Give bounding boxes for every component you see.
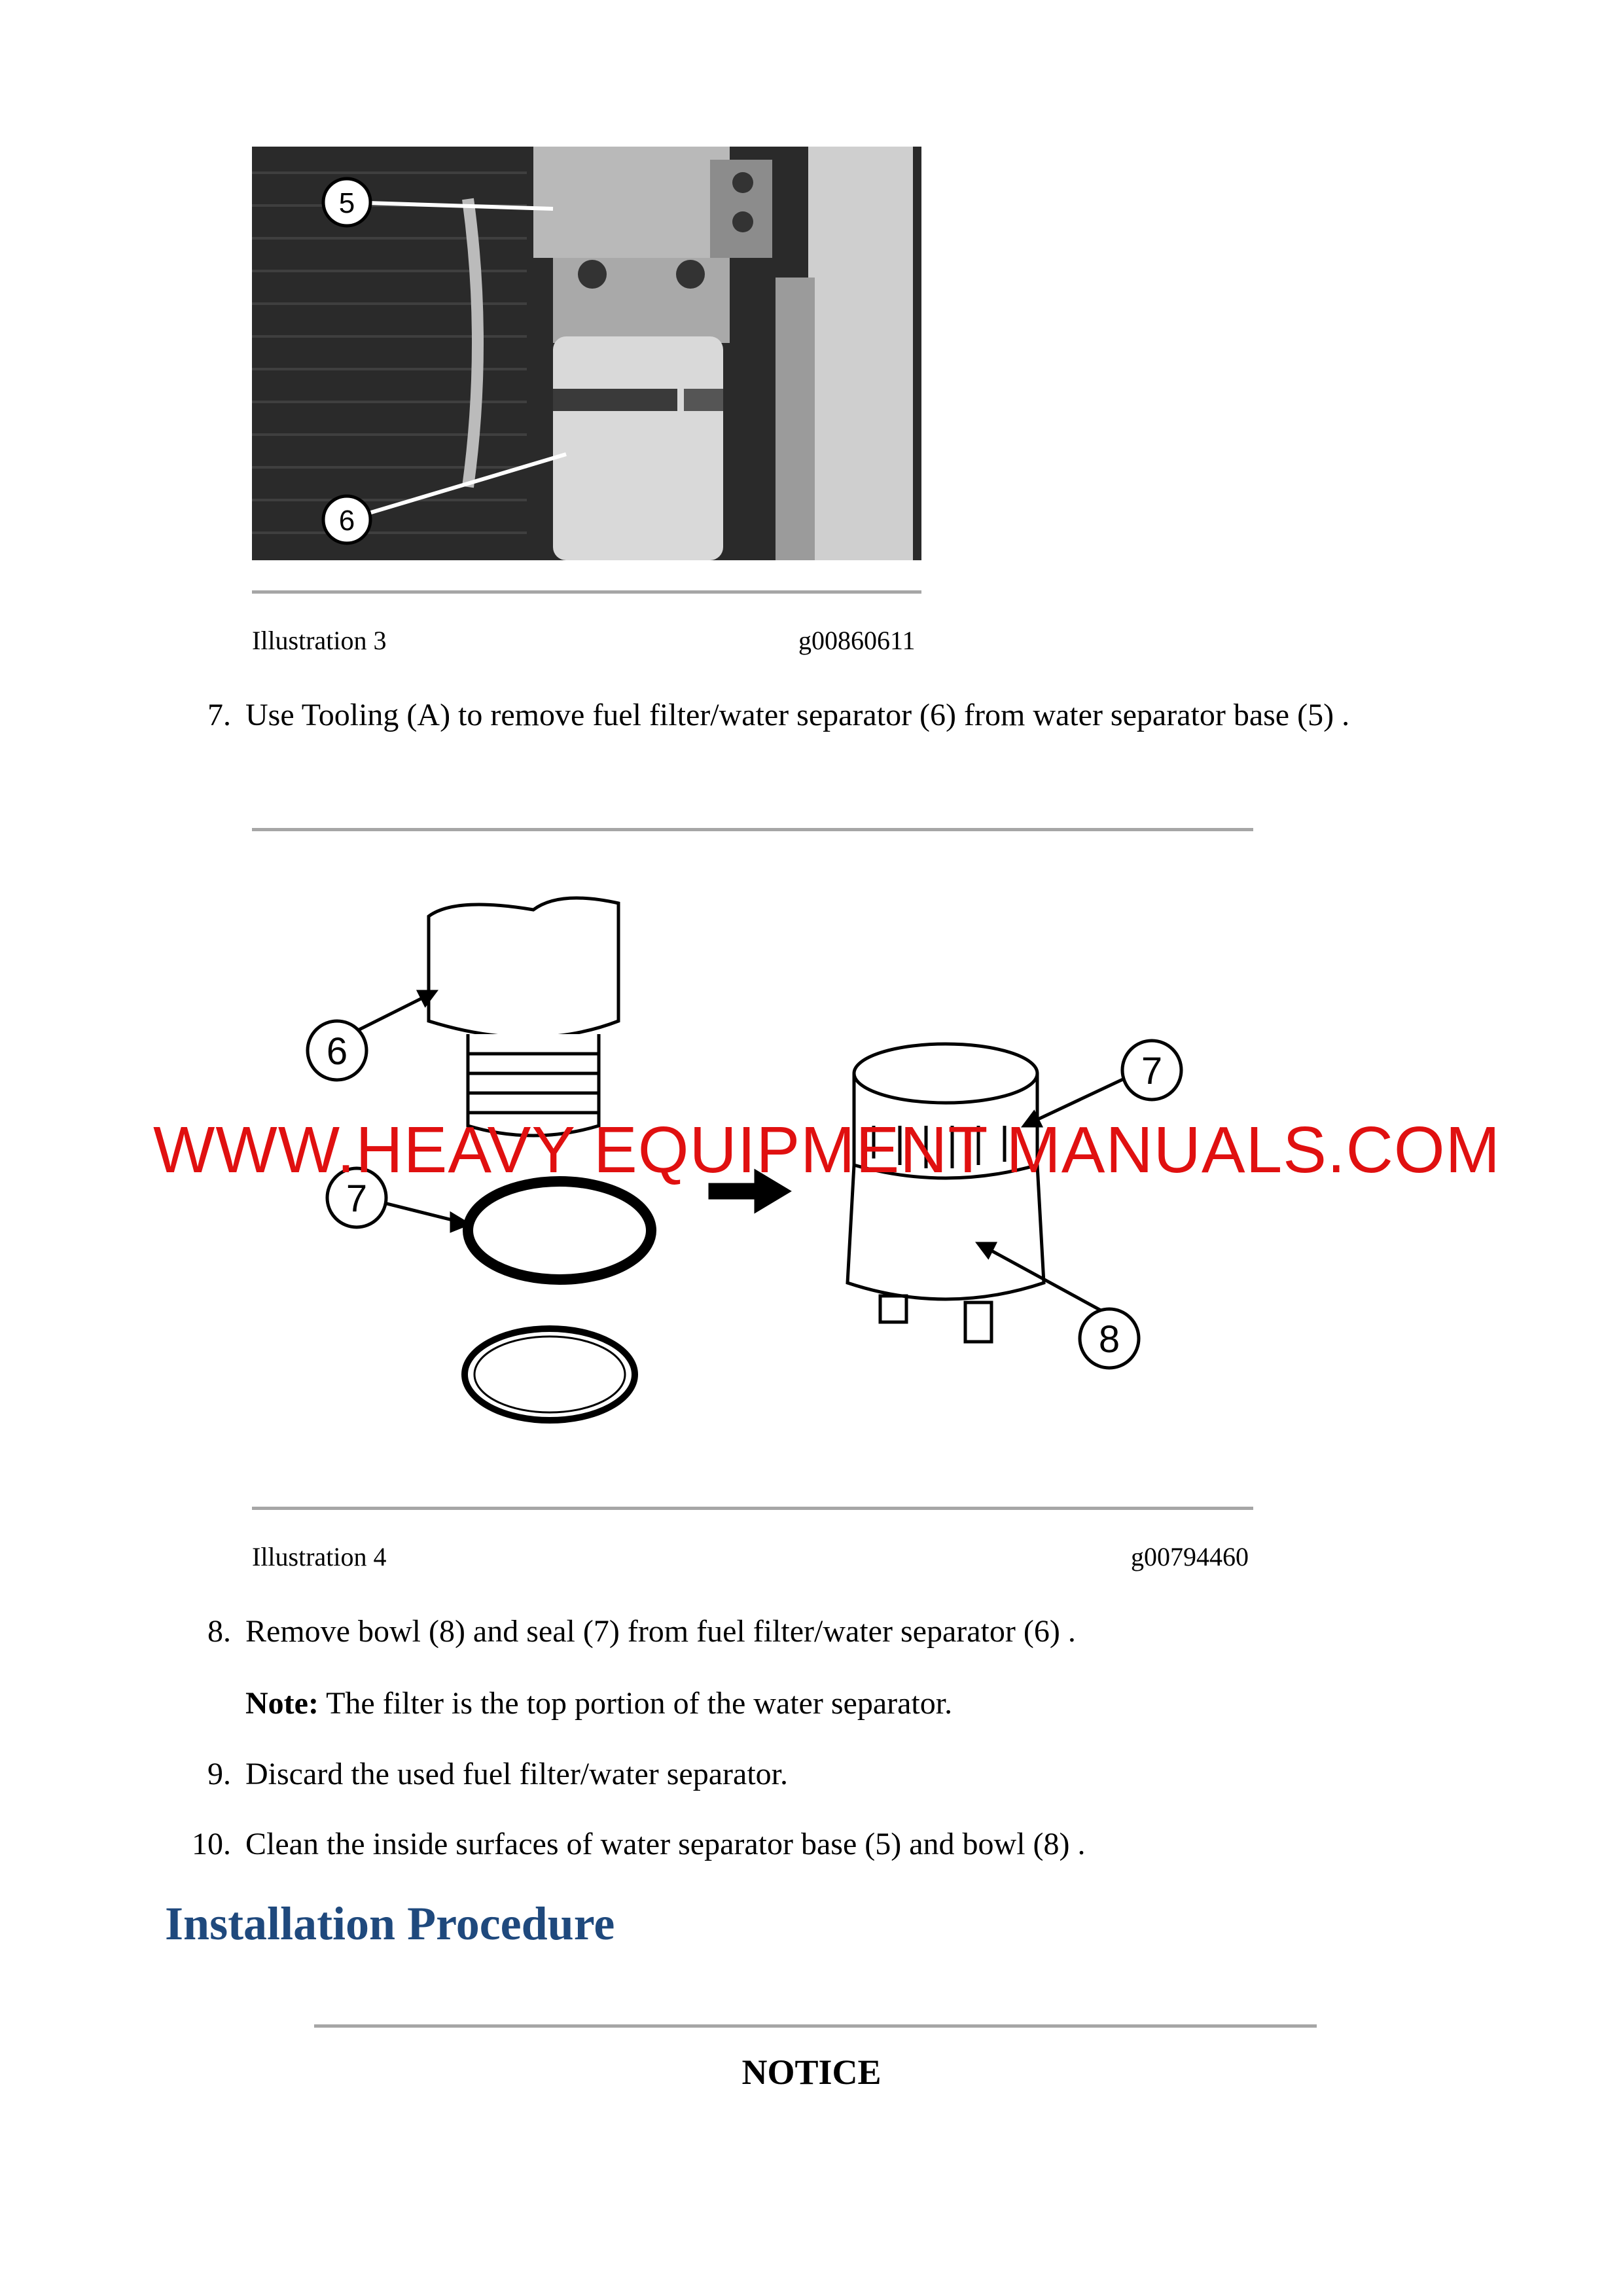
illustration-4-rule bbox=[252, 1507, 1253, 1510]
step-10 bbox=[192, 1826, 1086, 1862]
step-7-text: Use Tooling (A) to remove fuel filter/water separator (6) from water separator base (5) . bbox=[245, 698, 1350, 732]
callout-6-label: 6 bbox=[326, 1030, 348, 1073]
note-text: The filter is the top portion of the water separator. bbox=[318, 1686, 953, 1721]
step-10-number: 10. bbox=[192, 1827, 231, 1861]
illustration-3-photo bbox=[252, 147, 921, 560]
notice-label: NOTICE bbox=[741, 2053, 882, 2092]
note bbox=[245, 1685, 952, 1721]
callout-7-right-label: 7 bbox=[1141, 1050, 1163, 1092]
illustration-3-caption-code: g00860611 bbox=[798, 626, 916, 655]
section-heading: Installation Procedure bbox=[165, 1897, 615, 1950]
step-9-number: 9. bbox=[207, 1757, 231, 1791]
step-9-text: Discard the used fuel filter/water separator. bbox=[245, 1757, 788, 1791]
callout-8-label: 8 bbox=[1098, 1318, 1120, 1361]
illustration-3-caption-label: Illustration 3 bbox=[252, 626, 387, 655]
note-label: Note: bbox=[245, 1686, 319, 1721]
illustration-4-top-rule bbox=[252, 828, 1253, 831]
callout-7-left-label: 7 bbox=[346, 1177, 368, 1220]
watermark: WWW.HEAVY EQUIPMENT MANUALS.COM bbox=[153, 1113, 1501, 1187]
step-7 bbox=[207, 697, 1350, 733]
step-8 bbox=[207, 1613, 1076, 1649]
illustration-4-caption-label: Illustration 4 bbox=[252, 1542, 387, 1571]
illustration-4-caption-code: g00794460 bbox=[1131, 1542, 1249, 1571]
callout-5-label: 5 bbox=[338, 187, 355, 219]
step-8-number: 8. bbox=[207, 1614, 231, 1649]
illustration-3-rule bbox=[252, 590, 921, 594]
step-9 bbox=[207, 1756, 788, 1792]
step-10-text: Clean the inside surfaces of water separator base (5) and bowl (8) . bbox=[245, 1827, 1086, 1861]
step-7-number: 7. bbox=[207, 698, 231, 732]
step-8-text: Remove bowl (8) and seal (7) from fuel filter/water separator (6) . bbox=[245, 1614, 1076, 1649]
notice-rule bbox=[314, 2024, 1317, 2028]
callout-6-label: 6 bbox=[338, 505, 355, 537]
